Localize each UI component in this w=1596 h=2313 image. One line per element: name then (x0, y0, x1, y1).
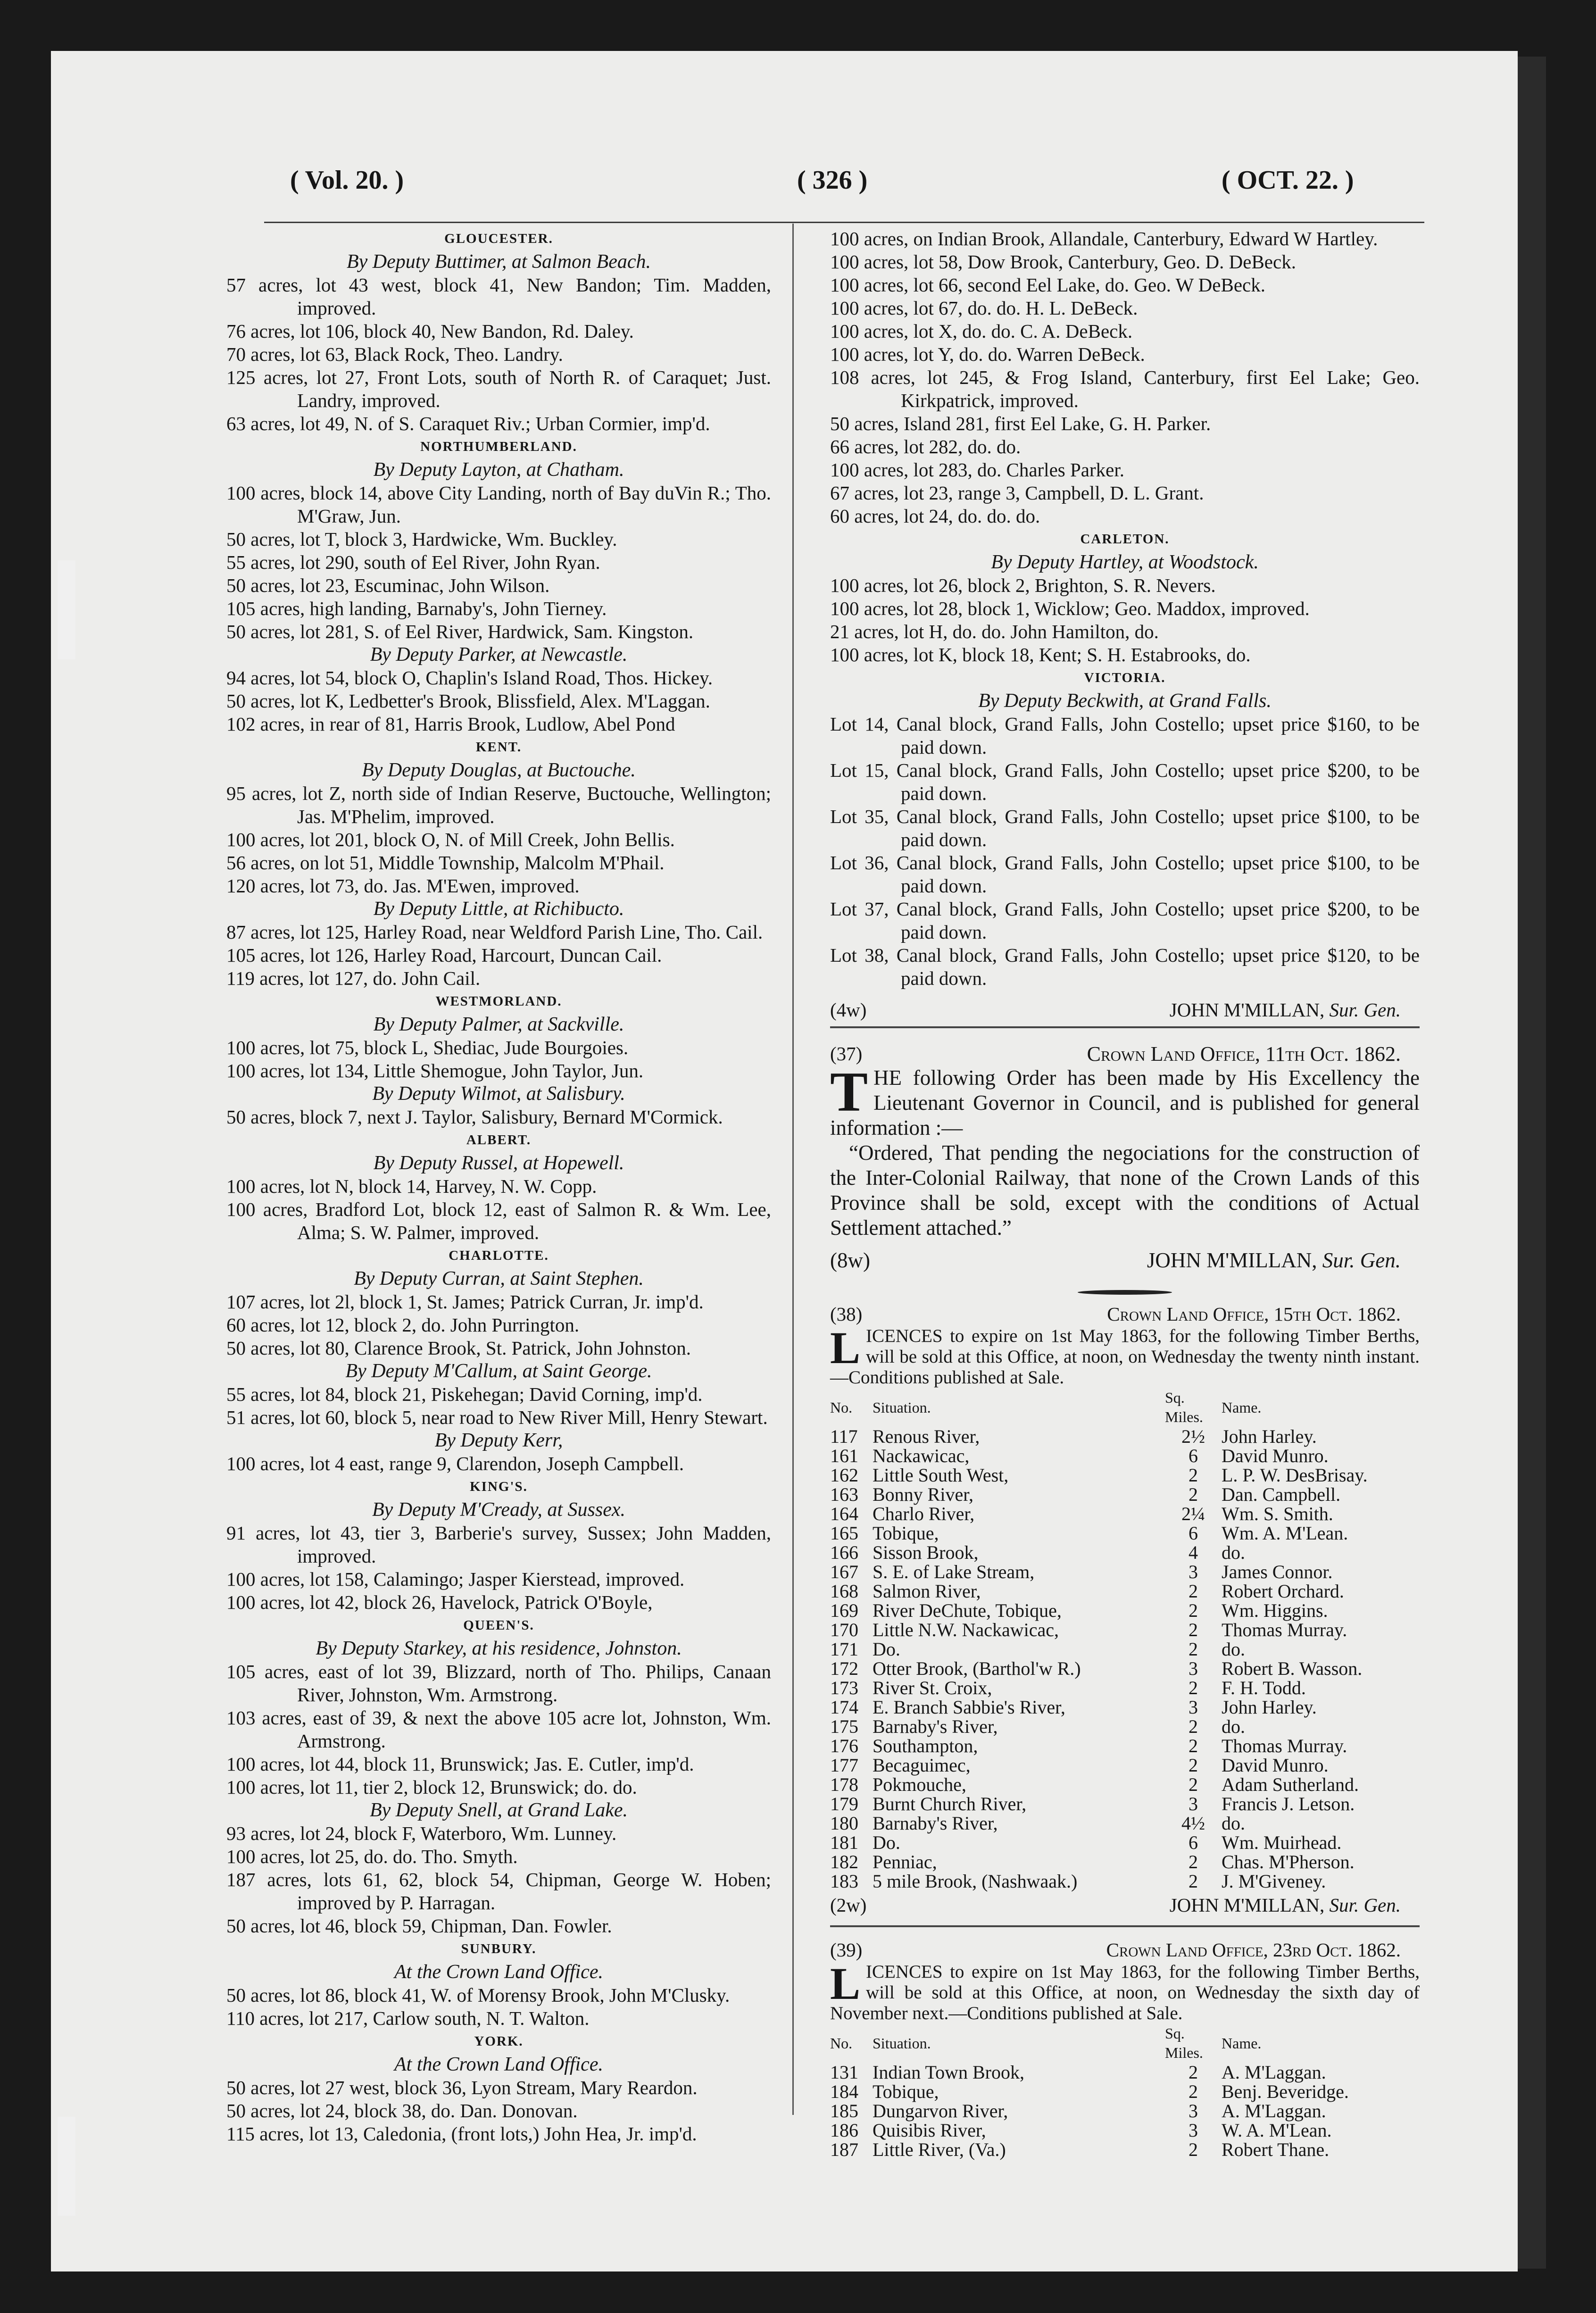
table-row (830, 2140, 1420, 2159)
notice-body: ICENCES to expire on 1st May 1863, for the following Timber Berths, will be sold at this Office, at noon, on Wednesday the twenty ninth instant.—Conditions published at Sale. (830, 1326, 1420, 1388)
land-entry: 93 acres, lot 24, block F, Waterboro, Wm. Lunney. (226, 1822, 617, 1844)
land-entry: 100 acres, lot 75, block L, Shediac, Jude Bourgoies. (226, 1037, 629, 1058)
berth-situation: Barnaby's River, (873, 1716, 998, 1737)
berth-name: David Munro. (1222, 1445, 1329, 1466)
table-row (830, 1833, 1420, 1852)
land-entry: 50 acres, lot T, block 3, Hardwicke, Wm. Buckley. (226, 528, 617, 550)
berth-name: F. H. Todd. (1222, 1677, 1306, 1698)
berth-sq-miles: 2 (1189, 1871, 1198, 1892)
berth-number: 175 (830, 1716, 858, 1737)
land-entry: 55 acres, lot 84, block 21, Piskehegan; David Corning, imp'd. (226, 1383, 703, 1405)
surveyor-name: JOHN M'MILLAN, (1169, 1894, 1325, 1916)
land-entry: 100 acres, lot 28, block 1, Wicklow; Geo. Maddox, improved. (830, 598, 1310, 619)
table-row (830, 1814, 1420, 1833)
land-entry: 100 acres, lot 66, second Eel Lake, do. Geo. W DeBeck. (830, 274, 1265, 296)
timber-berths-table (830, 1388, 1420, 1891)
land-entry: 119 acres, lot 127, do. John Cail. (226, 967, 481, 989)
land-entry: 56 acres, on lot 51, Middle Township, Malcolm M'Phail. (226, 852, 665, 874)
district-heading: SUNBURY. (461, 1941, 537, 1956)
deputy-heading: By Deputy Little, at Richibucto. (373, 898, 624, 920)
berth-name: Benj. Beveridge. (1222, 2081, 1349, 2102)
land-entry: 108 acres, lot 245, & Frog Island, Canterbury, first Eel Lake; Geo. Kirkpatrick, improved. (830, 366, 1420, 411)
col-header-sq-miles: Sq. Miles. (1165, 2025, 1203, 2061)
berth-sq-miles: 2½ (1181, 1426, 1205, 1447)
land-entry: 100 acres, lot 134, Little Shemogue, John Taylor, Jun. (226, 1060, 644, 1082)
berth-name: A. M'Laggan. (1222, 2062, 1326, 2083)
district-heading: KENT. (475, 740, 522, 755)
table-row (830, 1465, 1420, 1485)
berth-situation: Indian Town Brook, (873, 2062, 1024, 2083)
land-entry: 100 acres, lot 67, do. do. H. L. DeBeck. (830, 297, 1138, 319)
land-entry: 66 acres, lot 282, do. do. (830, 436, 1021, 458)
berth-name: do. (1222, 1639, 1245, 1660)
berth-sq-miles: 2 (1189, 1677, 1198, 1698)
district-heading: CHARLOTTE. (449, 1248, 549, 1263)
berth-name: Wm. S. Smith. (1222, 1503, 1333, 1524)
berth-situation: E. Branch Sabbie's River, (873, 1697, 1065, 1718)
drop-cap: T (830, 1060, 868, 1123)
land-entry: Lot 14, Canal block, Grand Falls, John Costello; upset price $160, to be paid down. (830, 713, 1420, 758)
berth-situation: Barnaby's River, (873, 1813, 998, 1834)
berth-number: 168 (830, 1581, 858, 1602)
table-row (830, 1427, 1420, 1446)
scan-edge-mark (58, 560, 75, 659)
issue-date: ( OCT. 22. ) (1222, 166, 1354, 195)
berth-number: 171 (830, 1639, 858, 1660)
berth-number: 161 (830, 1445, 858, 1466)
berth-name: John Harley. (1222, 1426, 1317, 1447)
berth-number: 179 (830, 1793, 858, 1814)
deputy-heading: By Deputy Douglas, at Buctouche. (362, 759, 636, 781)
col-header-sq-miles: Sq. Miles. (1165, 1389, 1203, 1425)
col-header-name: Name. (1222, 1398, 1262, 1416)
berth-sq-miles: 4 (1189, 1542, 1198, 1563)
berth-number: 164 (830, 1503, 858, 1524)
land-entry: Lot 15, Canal block, Grand Falls, John Costello; upset price $200, to be paid down. (830, 759, 1420, 804)
land-entry: 100 acres, lot 42, block 26, Havelock, Patrick O'Boyle, (226, 1591, 653, 1613)
berth-name: do. (1222, 1542, 1245, 1563)
land-entry: 50 acres, lot K, Ledbetter's Brook, Blissfield, Alex. M'Laggan. (226, 690, 710, 712)
berth-number: 177 (830, 1755, 858, 1776)
berth-sq-miles: 3 (1189, 2100, 1198, 2122)
berth-number: 185 (830, 2100, 858, 2122)
berth-sq-miles: 3 (1189, 1658, 1198, 1679)
page-edge-shadow (1518, 57, 1546, 2269)
insertion-mark: (4w) (830, 999, 867, 1021)
berth-number: 131 (830, 2062, 858, 2083)
volume-label: ( Vol. 20. ) (290, 166, 404, 195)
land-entry: 100 acres, lot 25, do. do. Tho. Smyth. (226, 1846, 518, 1867)
land-entry: 100 acres, lot 4 east, range 9, Clarendon, Joseph Campbell. (226, 1453, 684, 1474)
berth-number: 186 (830, 2120, 858, 2141)
berth-number: 178 (830, 1774, 858, 1795)
col-header-name: Name. (1222, 2034, 1262, 2052)
berth-sq-miles: 2 (1189, 1600, 1198, 1621)
berth-situation: Becaguimec, (873, 1755, 971, 1776)
berth-sq-miles: 3 (1189, 1697, 1198, 1718)
district-heading: QUEEN'S. (463, 1618, 534, 1633)
table-row (830, 1697, 1420, 1717)
berth-sq-miles: 2 (1189, 1851, 1198, 1872)
berth-number: 165 (830, 1523, 858, 1544)
table-row (830, 1620, 1420, 1639)
col-header-no: No. (830, 2034, 853, 2052)
berth-name: W. A. M'Lean. (1222, 2120, 1332, 2141)
berth-number: 176 (830, 1735, 858, 1756)
land-entry: 120 acres, lot 73, do. Jas. M'Ewen, improved. (226, 875, 580, 897)
berth-sq-miles: 2 (1189, 1484, 1198, 1505)
berth-number: 169 (830, 1600, 858, 1621)
land-entry: 50 acres, lot 281, S. of Eel River, Hardwick, Sam. Kingston. (226, 621, 694, 642)
insertion-mark: (2w) (830, 1894, 867, 1916)
notice-37 (830, 1042, 1420, 1272)
land-entry: 87 acres, lot 125, Harley Road, near Weldford Parish Line, Tho. Cail. (226, 921, 763, 943)
surveyor-name: JOHN M'MILLAN, (1147, 1248, 1317, 1272)
table-row (830, 1543, 1420, 1562)
berth-sq-miles: 2 (1189, 2081, 1198, 2102)
deputy-heading: By Deputy Curran, at Saint Stephen. (354, 1268, 644, 1290)
berth-sq-miles: 2¼ (1181, 1503, 1205, 1524)
deputy-heading: By Deputy Starkey, at his residence, Johnston. (316, 1638, 682, 1659)
insertion-mark: (8w) (830, 1248, 870, 1272)
deputy-heading: By Deputy Beckwith, at Grand Falls. (978, 690, 1272, 712)
deputy-heading: By Deputy M'Cready, at Sussex. (372, 1499, 625, 1521)
section-rule (830, 1026, 1420, 1028)
berth-sq-miles: 3 (1189, 2120, 1198, 2141)
berth-name: Francis J. Letson. (1222, 1793, 1355, 1814)
berth-name: do. (1222, 1716, 1245, 1737)
land-entry: 50 acres, lot 27 west, block 36, Lyon Stream, Mary Reardon. (226, 2077, 698, 2098)
table-row (830, 1678, 1420, 1697)
berth-number: 117 (830, 1426, 858, 1447)
district-heading: CARLETON. (1080, 532, 1170, 547)
berth-number: 184 (830, 2081, 858, 2102)
table-row (830, 2101, 1420, 2121)
deputy-heading: By Deputy Palmer, at Sackville. (373, 1014, 624, 1035)
land-entry: 105 acres, lot 126, Harley Road, Harcourt, Duncan Cail. (226, 944, 662, 966)
district-heading: KING'S. (470, 1479, 528, 1494)
berth-situation: Southampton, (873, 1735, 978, 1756)
berth-number: 163 (830, 1484, 858, 1505)
berth-sq-miles: 2 (1189, 1581, 1198, 1602)
land-entry: 50 acres, lot 23, Escuminac, John Wilson. (226, 574, 550, 596)
berth-sq-miles: 2 (1189, 1464, 1198, 1486)
land-entry: 100 acres, lot 283, do. Charles Parker. (830, 459, 1124, 481)
notice-office-date: Crown Land Office, 11th Oct. 1862. (1087, 1042, 1401, 1065)
berth-sq-miles: 2 (1189, 1619, 1198, 1640)
berth-sq-miles: 2 (1189, 2062, 1198, 2083)
berth-sq-miles: 3 (1189, 1793, 1198, 1814)
deputy-heading: By Deputy Hartley, at Woodstock. (991, 551, 1259, 573)
land-entry: 21 acres, lot H, do. do. John Hamilton, do. (830, 621, 1159, 642)
deputy-heading: By Deputy Parker, at Newcastle. (370, 644, 628, 666)
land-entry: 100 acres, on Indian Brook, Allandale, Canterbury, Edward W Hartley. (830, 228, 1378, 250)
land-entry: 50 acres, lot 24, block 38, do. Dan. Donovan. (226, 2100, 578, 2122)
berth-situation: S. E. of Lake Stream, (873, 1561, 1035, 1582)
land-entry: 125 acres, lot 27, Front Lots, south of North R. of Caraquet; Just. Landry, improved. (226, 366, 771, 411)
berth-name: Adam Sutherland. (1222, 1774, 1359, 1795)
berth-name: do. (1222, 1813, 1245, 1834)
berth-number: 181 (830, 1832, 858, 1853)
table-row (830, 2082, 1420, 2101)
berth-situation: Salmon River, (873, 1581, 981, 1602)
berth-number: 166 (830, 1542, 858, 1563)
berth-number: 170 (830, 1619, 858, 1640)
berth-situation: Dungarvon River, (873, 2100, 1008, 2122)
land-entry: Lot 37, Canal block, Grand Falls, John Costello; upset price $200, to be paid down. (830, 898, 1420, 943)
berth-situation: River St. Croix, (873, 1677, 992, 1698)
surveyor-title: Sur. Gen. (1322, 1248, 1401, 1272)
deputy-heading: By Deputy Russel, at Hopewell. (373, 1152, 624, 1174)
land-entry: 50 acres, lot 86, block 41, W. of Morensy Brook, John M'Clusky. (226, 1984, 730, 2006)
berth-situation: Renous River, (873, 1426, 980, 1447)
land-entry: 50 acres, lot 80, Clarence Brook, St. Patrick, John Johnston. (226, 1337, 691, 1359)
right-continued-listings (830, 227, 1420, 990)
berth-name: J. M'Giveney. (1222, 1871, 1326, 1892)
berth-sq-miles: 2 (1189, 1735, 1198, 1756)
berth-situation: Bonny River, (873, 1484, 973, 1505)
berth-name: Chas. M'Pherson. (1222, 1851, 1355, 1872)
ornamental-rule (830, 1277, 1420, 1300)
header-rule (264, 222, 1424, 223)
land-entry: 51 acres, lot 60, block 5, near road to New River Mill, Henry Stewart. (226, 1406, 768, 1428)
berth-situation: Tobique, (873, 2081, 939, 2102)
land-entry: 100 acres, lot Y, do. do. Warren DeBeck. (830, 343, 1145, 365)
berth-situation: Tobique, (873, 1523, 939, 1544)
table-row (830, 2121, 1420, 2140)
berth-situation: Do. (873, 1832, 900, 1853)
land-entry: 105 acres, east of lot 39, Blizzard, north of Tho. Philips, Canaan River, Johnston, Wm. Armstrong. (226, 1661, 771, 1706)
land-entry: 103 acres, east of 39, & next the above 105 acre lot, Johnston, Wm. Armstrong. (226, 1707, 771, 1752)
land-entry: 50 acres, lot 46, block 59, Chipman, Dan. Fowler. (226, 1915, 612, 1937)
surveyor-title: Sur. Gen. (1329, 999, 1401, 1021)
table-row (830, 1852, 1420, 1872)
district-heading: WESTMORLAND. (435, 994, 562, 1009)
berth-number: 173 (830, 1677, 858, 1698)
land-entry: Lot 38, Canal block, Grand Falls, John Costello; upset price $120, to be paid down. (830, 944, 1420, 989)
land-entry: 95 acres, lot Z, north side of Indian Reserve, Buctouche, Wellington; Jas. M'Phelim, improved. (226, 782, 771, 827)
notice-number: (39) (830, 1939, 863, 1961)
land-entry: Lot 35, Canal block, Grand Falls, John Costello; upset price $100, to be paid down. (830, 806, 1420, 850)
table-row (830, 1446, 1420, 1465)
land-entry: 115 acres, lot 13, Caledonia, (front lots,) John Hea, Jr. imp'd. (226, 2123, 697, 2145)
berth-name: Wm. Higgins. (1222, 1600, 1328, 1621)
berth-name: Robert B. Wasson. (1222, 1658, 1363, 1679)
table-row (830, 1717, 1420, 1736)
drop-cap: L (830, 1323, 861, 1373)
land-entry: 100 acres, lot 201, block O, N. of Mill Creek, John Bellis. (226, 829, 675, 850)
berth-number: 183 (830, 1871, 858, 1892)
berth-situation: Little N.W. Nackawicac, (873, 1619, 1059, 1640)
table-row (830, 1756, 1420, 1775)
table-row (830, 1775, 1420, 1794)
berth-name: Wm. Muirhead. (1222, 1832, 1342, 1853)
deputy-heading: By Deputy M'Callum, at Saint George. (345, 1360, 652, 1382)
notice-office-date: Crown Land Office, 23rd Oct. 1862. (1106, 1939, 1401, 1961)
scan-edge-mark (58, 2117, 75, 2216)
notice-body: ICENCES to expire on 1st May 1863, for the following Timber Berths, will be sold at this Office, at noon, on Wednesday the sixth day of November next.—Conditions published at Sale. (830, 1962, 1420, 2023)
berth-name: Wm. A. M'Lean. (1222, 1523, 1348, 1544)
berth-situation: Do. (873, 1639, 900, 1660)
berth-number: 182 (830, 1851, 858, 1872)
berth-situation: Little South West, (873, 1464, 1009, 1486)
land-entry: 107 acres, lot 2l, block 1, St. James; Patrick Curran, Jr. imp'd. (226, 1291, 704, 1313)
berth-sq-miles: 2 (1189, 2139, 1198, 2160)
deputy-heading: By Deputy Snell, at Grand Lake. (369, 1799, 628, 1821)
berth-number: 180 (830, 1813, 858, 1834)
table-row (830, 1736, 1420, 1756)
berth-sq-miles: 2 (1189, 1716, 1198, 1737)
land-entry: 94 acres, lot 54, block O, Chaplin's Island Road, Thos. Hickey. (226, 667, 713, 689)
district-heading: NORTHUMBERLAND. (420, 439, 577, 454)
notice-number: (37) (830, 1043, 863, 1065)
notice-body: HE following Order has been made by His Excellency the Lieutenant Governor in Council, and is published for general information :— (830, 1066, 1420, 1140)
deputy-heading: At the Crown Land Office. (394, 1961, 603, 1983)
land-entry: 100 acres, lot 58, Dow Brook, Canterbury, Geo. D. DeBeck. (830, 251, 1296, 273)
land-entry: 63 acres, lot 49, N. of S. Caraquet Riv.; Urban Cormier, imp'd. (226, 413, 710, 434)
signature-4w (830, 998, 1420, 1022)
berth-situation: Sisson Brook, (873, 1542, 979, 1563)
land-entry: 100 acres, lot 44, block 11, Brunswick; Jas. E. Cutler, imp'd. (226, 1753, 694, 1775)
berth-sq-miles: 6 (1189, 1832, 1198, 1853)
berth-sq-miles: 6 (1189, 1445, 1198, 1466)
berth-number: 174 (830, 1697, 858, 1718)
berth-sq-miles: 3 (1189, 1561, 1198, 1582)
berth-situation: Little River, (Va.) (873, 2139, 1006, 2160)
col-header-situation: Situation. (873, 2034, 931, 2052)
col-header-situation: Situation. (873, 1398, 931, 1416)
drop-cap: L (830, 1958, 861, 2009)
section-rule (830, 1925, 1420, 1927)
berth-sq-miles: 2 (1189, 1755, 1198, 1776)
berth-situation: Nackawicac, (873, 1445, 970, 1466)
land-entry: 110 acres, lot 217, Carlow south, N. T. Walton. (226, 2007, 590, 2029)
table-row (830, 1601, 1420, 1620)
timber-berths-table (830, 2024, 1420, 2159)
district-heading: VICTORIA. (1084, 670, 1166, 685)
table-row (830, 1523, 1420, 1543)
land-entry: 100 acres, lot 158, Calamingo; Jasper Kierstead, improved. (226, 1568, 685, 1590)
council-order: “Ordered, That pending the negociations for the construction of the Inter-Colonial Railway, that none of the Crown Lands of this Province shall be sold, except with the conditions of Actual Settlement attached.” (830, 1141, 1420, 1240)
district-heading: YORK. (474, 2034, 524, 2049)
land-entry: 100 acres, Bradford Lot, block 12, east of Salmon R. & Wm. Lee, Alma; S. W. Palmer, improved. (226, 1198, 771, 1243)
berth-sq-miles: 4½ (1181, 1813, 1205, 1834)
land-entry: 50 acres, block 7, next J. Taylor, Salisbury, Bernard M'Cormick. (226, 1106, 723, 1128)
table-row (830, 1794, 1420, 1814)
berth-name: James Connor. (1222, 1561, 1333, 1582)
district-heading: ALBERT. (466, 1132, 532, 1148)
land-entry: 55 acres, lot 290, south of Eel River, John Ryan. (226, 551, 600, 573)
berth-situation: Pokmouche, (873, 1774, 966, 1795)
land-entry: 60 acres, lot 12, block 2, do. John Purrington. (226, 1314, 580, 1336)
district-heading: GLOUCESTER. (444, 231, 553, 246)
deputy-heading: At the Crown Land Office. (394, 2054, 603, 2075)
table-row (830, 1639, 1420, 1659)
table-row (830, 1504, 1420, 1523)
land-entry: 102 acres, in rear of 81, Harris Brook, Ludlow, Abel Pond (226, 713, 675, 735)
berth-situation: Burnt Church River, (873, 1793, 1027, 1814)
notice-office-date: Crown Land Office, 15th Oct. 1862. (1107, 1303, 1401, 1325)
berth-name: John Harley. (1222, 1697, 1317, 1718)
table-row (830, 1485, 1420, 1504)
deputy-heading: By Deputy Kerr, (434, 1430, 563, 1451)
berth-situation: River DeChute, Tobique, (873, 1600, 1062, 1621)
berth-name: Thomas Murray. (1222, 1619, 1347, 1640)
berth-situation: 5 mile Brook, (Nashwaak.) (873, 1871, 1078, 1892)
right-column (830, 227, 1420, 2159)
land-entry: 100 acres, block 14, above City Landing, north of Bay duVin R.; Tho. M'Graw, Jun. (226, 482, 771, 527)
column-divider (792, 224, 794, 2115)
berth-name: Robert Thane. (1222, 2139, 1330, 2160)
berth-sq-miles: 6 (1189, 1523, 1198, 1544)
land-entry: 100 acres, lot 11, tier 2, block 12, Brunswick; do. do. (226, 1776, 637, 1798)
deputy-heading: By Deputy Wilmot, at Salisbury. (372, 1083, 625, 1105)
land-entry: 91 acres, lot 43, tier 3, Barberie's survey, Sussex; John Madden, improved. (226, 1522, 771, 1567)
berth-name: David Munro. (1222, 1755, 1329, 1776)
table-row (830, 1872, 1420, 1891)
berth-name: Thomas Murray. (1222, 1735, 1347, 1756)
notice-38 (830, 1303, 1420, 1917)
land-entry: 50 acres, Island 281, first Eel Lake, G. H. Parker. (830, 413, 1211, 434)
berth-situation: Charlo River, (873, 1503, 975, 1524)
berth-situation: Quisibis River, (873, 2120, 986, 2141)
berth-number: 172 (830, 1658, 858, 1679)
land-entry: 100 acres, lot X, do. do. C. A. DeBeck. (830, 320, 1133, 342)
table-row (830, 1659, 1420, 1678)
berth-situation: Penniac, (873, 1851, 937, 1872)
berth-name: Dan. Campbell. (1222, 1484, 1341, 1505)
table-row (830, 1562, 1420, 1581)
surveyor-title: Sur. Gen. (1329, 1894, 1401, 1916)
table-row (830, 1581, 1420, 1601)
land-entry: 100 acres, lot 26, block 2, Brighton, S. R. Nevers. (830, 574, 1216, 596)
surveyor-name: JOHN M'MILLAN, (1169, 999, 1325, 1021)
page-number: ( 326 ) (797, 166, 868, 195)
berth-name: Robert Orchard. (1222, 1581, 1344, 1602)
left-column (226, 227, 771, 2146)
berth-number: 162 (830, 1464, 858, 1486)
land-entry: 60 acres, lot 24, do. do. do. (830, 505, 1040, 527)
land-entry: 100 acres, lot K, block 18, Kent; S. H. Estabrooks, do. (830, 644, 1251, 666)
berth-situation: Otter Brook, (Barthol'w R.) (873, 1658, 1081, 1679)
berth-name: L. P. W. DesBrisay. (1222, 1464, 1368, 1486)
land-entry: 100 acres, lot N, block 14, Harvey, N. W. Copp. (226, 1175, 597, 1197)
notice-39 (830, 1939, 1420, 2159)
land-entry: Lot 36, Canal block, Grand Falls, John Costello; upset price $100, to be paid down. (830, 852, 1420, 897)
land-entry: 76 acres, lot 106, block 40, New Bandon, Rd. Daley. (226, 320, 634, 342)
berth-number: 187 (830, 2139, 858, 2160)
deputy-heading: By Deputy Buttimer, at Salmon Beach. (346, 251, 651, 273)
notice-number: (38) (830, 1303, 863, 1325)
berth-sq-miles: 2 (1189, 1774, 1198, 1795)
berth-number: 167 (830, 1561, 858, 1582)
land-entry: 70 acres, lot 63, Black Rock, Theo. Landry. (226, 343, 563, 365)
table-row (830, 2063, 1420, 2082)
land-entry: 57 acres, lot 43 west, block 41, New Bandon; Tim. Madden, improved. (226, 274, 771, 319)
berth-name: A. M'Laggan. (1222, 2100, 1326, 2122)
land-entry: 187 acres, lots 61, 62, block 54, Chipman, George W. Hoben; improved by P. Harragan. (226, 1869, 771, 1914)
berth-sq-miles: 2 (1189, 1639, 1198, 1660)
land-entry: 105 acres, high landing, Barnaby's, John Tierney. (226, 598, 607, 619)
col-header-no: No. (830, 1398, 853, 1416)
deputy-heading: By Deputy Layton, at Chatham. (373, 459, 624, 481)
land-entry: 67 acres, lot 23, range 3, Campbell, D. L. Grant. (830, 482, 1204, 504)
